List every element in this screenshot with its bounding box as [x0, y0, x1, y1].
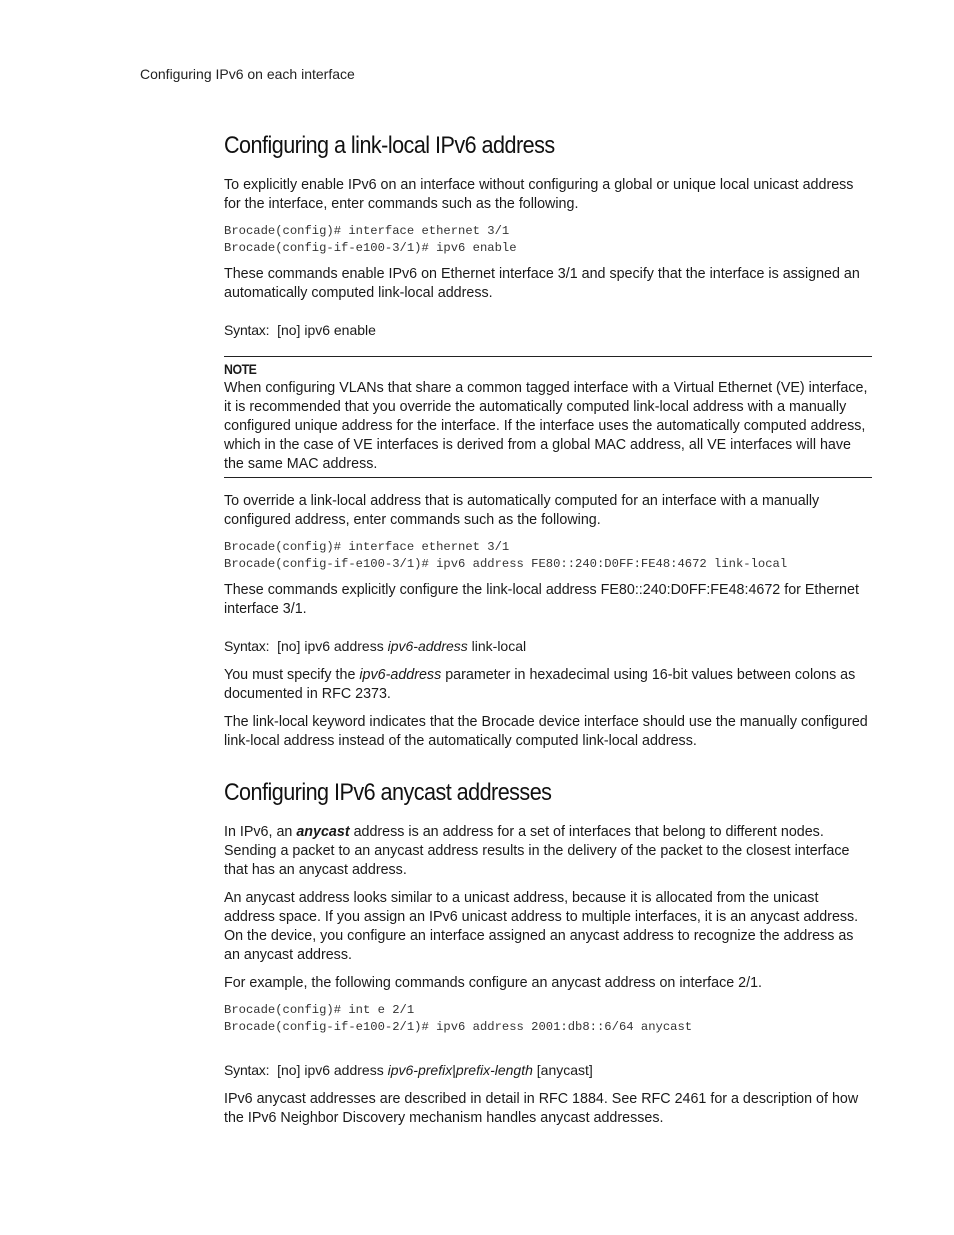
- paragraph: These commands enable IPv6 on Ethernet interface 3/1 and specify that the interface is assigned an automatically computed link-local address.: [224, 266, 860, 301]
- bracket-close: ]: [296, 1062, 301, 1078]
- bracket-close: ]: [588, 1062, 593, 1078]
- paragraph: [224, 713, 872, 751]
- text-run: address is an address for a set of interfaces that belong to different nodes. Sending a packet to an anycast address results in the delivery of the packet to the closest interface that has an anycast address.: [224, 824, 850, 878]
- paragraph: [224, 666, 872, 704]
- paragraph: [224, 823, 872, 880]
- bracket-close: ]: [296, 322, 301, 338]
- syntax-label: Syntax:: [224, 1062, 270, 1078]
- keyword: link-local: [252, 714, 309, 730]
- syntax-separator: |: [452, 1062, 456, 1078]
- syntax-line: [224, 1061, 872, 1080]
- paragraph: An anycast address looks similar to a unicast address, because it is allocated from the unicast address space. If you assign an IPv6 unicast address to multiple interfaces, it is an anycast address. On the device, you configure an interface assigned an anycast address to recognize the address as an anycast address.: [224, 890, 859, 963]
- syntax-label: Syntax:: [224, 322, 270, 338]
- syntax-parameter: ipv6-prefix: [387, 1062, 453, 1078]
- note-text: When configuring VLANs that share a common tagged interface with a Virtual Ethernet (VE) interface, it is recommended that you override the automatically computed link-local address with a manually configured unique address for the interface. If the interface uses the automatically computed address, which in the case of VE interfaces is derived from a global MAC address, all VE interfaces will have the same MAC address.: [224, 380, 868, 472]
- text-run: The: [224, 714, 253, 730]
- text-run: keyword indicates that the Brocade device interface should use the manually configured link-local address instead of the automatically computed link-local address.: [224, 714, 868, 749]
- syntax-keyword: anycast: [540, 1062, 589, 1078]
- syntax-label: Syntax:: [224, 638, 270, 654]
- syntax-parameter: prefix-length: [455, 1062, 533, 1078]
- text-run: parameter in hexadecimal using 16-bit values between colons as documented in RFC 2373.: [224, 667, 856, 702]
- text-run: In IPv6, an: [224, 824, 297, 840]
- bracket-open: [: [536, 1062, 541, 1078]
- syntax-parameter: ipv6-address: [387, 638, 468, 654]
- code-block: Brocade(config)# interface ethernet 3/1 Brocade(config-if-e100-3/1)# ipv6 address FE80::240:D0FF:FE48:4672 link-local: [224, 540, 788, 571]
- emphasis: ipv6-address: [359, 667, 442, 683]
- syntax-command: ipv6 enable: [304, 322, 376, 338]
- paragraph: To override a link-local address that is automatically computed for an interface with a manually configured address, enter commands such as the following.: [224, 493, 820, 528]
- syntax-line: [224, 321, 872, 340]
- emphasis: anycast: [296, 824, 350, 840]
- syntax-keyword-no: no: [280, 322, 297, 338]
- section-title-link-local: Configuring a link-local IPv6 address: [224, 132, 555, 159]
- paragraph: These commands explicitly configure the link-local address FE80::240:D0FF:FE48:4672 for Ethernet interface 3/1.: [224, 582, 859, 617]
- page-content: [224, 130, 872, 1137]
- syntax-keyword-no: no: [280, 638, 297, 654]
- note-box: [224, 356, 872, 478]
- syntax-line: [224, 637, 872, 656]
- bracket-open: [: [277, 322, 281, 338]
- bracket-open: [: [277, 1062, 281, 1078]
- paragraph: IPv6 anycast addresses are described in detail in RFC 1884. See RFC 2461 for a description of how the IPv6 Neighbor Discovery mechanism handles anycast addresses.: [224, 1091, 859, 1126]
- note-title: NOTE: [224, 361, 257, 377]
- syntax-command: ipv6 address: [304, 638, 384, 654]
- paragraph: For example, the following commands configure an anycast address on interface 2/1.: [224, 975, 763, 991]
- paragraph: To explicitly enable IPv6 on an interface without configuring a global or unique local unicast address for the interface, enter commands such as the following.: [224, 177, 854, 212]
- syntax-command: ipv6 address: [304, 1062, 384, 1078]
- syntax-keyword: link-local: [471, 638, 527, 654]
- text-run: You must specify the: [224, 667, 360, 683]
- code-block: Brocade(config)# int e 2/1 Brocade(config-if-e100-2/1)# ipv6 address 2001:db8::6/64 anycast: [224, 1003, 693, 1034]
- bracket-open: [: [277, 638, 281, 654]
- bracket-close: ]: [296, 638, 301, 654]
- syntax-keyword-no: no: [280, 1062, 297, 1078]
- code-block: Brocade(config)# interface ethernet 3/1 Brocade(config-if-e100-3/1)# ipv6 enable: [224, 224, 517, 255]
- section-title-anycast: Configuring IPv6 anycast addresses: [224, 779, 552, 806]
- running-header: Configuring IPv6 on each interface: [140, 66, 355, 82]
